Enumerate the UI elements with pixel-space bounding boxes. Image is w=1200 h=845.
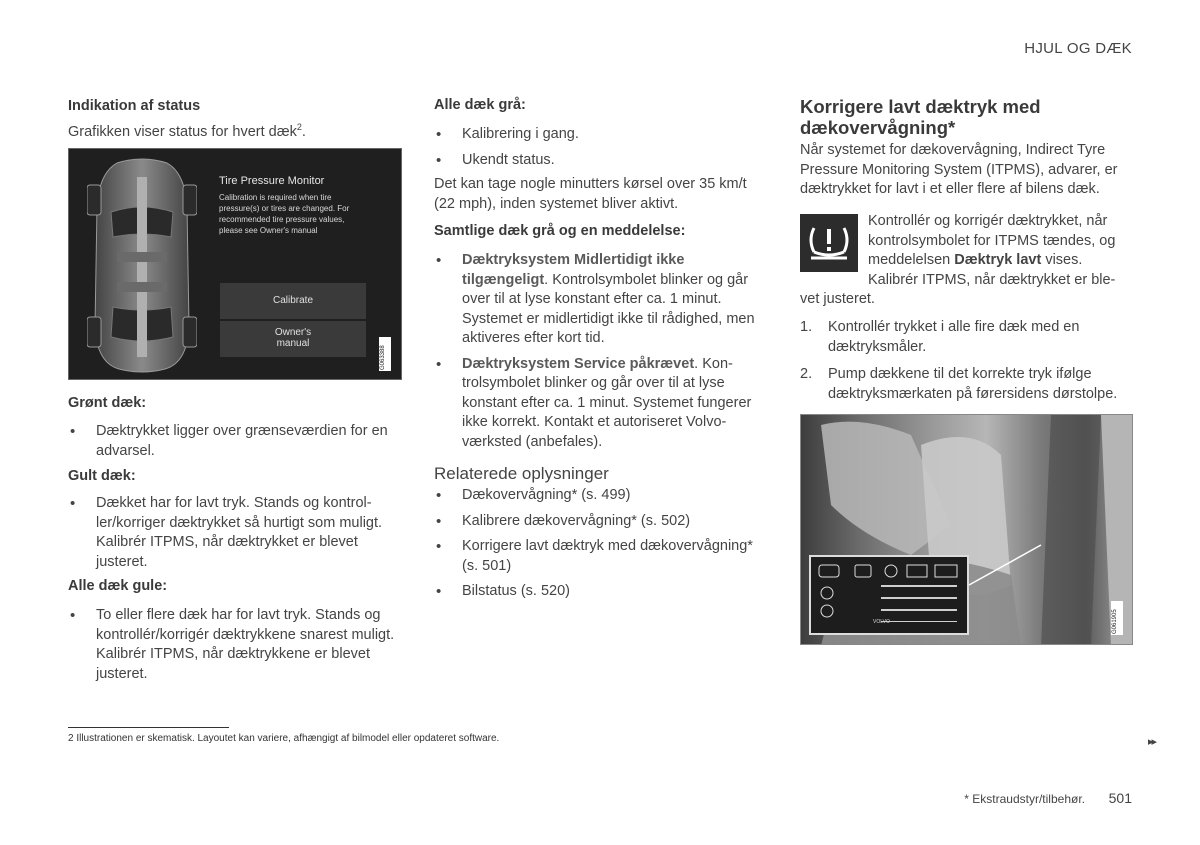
related-link[interactable]: • Dækovervågning* (s. 499) (434, 486, 769, 506)
label-brand: VOLVO (873, 619, 890, 625)
status-text-body: Grafikken viser status for hvert dæk (68, 123, 297, 140)
green-tire-heading: Grønt dæk: (68, 395, 147, 411)
step-number: 2. (800, 366, 813, 382)
list-item (800, 365, 1133, 404)
section-title-text: Korrigere lavt dæktryk med dækovervågning* (800, 96, 1041, 138)
list-item (800, 318, 1133, 357)
door-pillar-photo (800, 414, 1133, 645)
related-link[interactable]: • Bilstatus (s. 520) (434, 582, 769, 602)
list-item (434, 251, 769, 349)
all-grey-list (434, 125, 764, 176)
image-code (379, 337, 391, 371)
step-number: 1. (800, 319, 813, 335)
page-number: 501 (1108, 790, 1132, 806)
message-name: Dæktryksystem Service påkrævet (462, 355, 695, 372)
tire-pressure-label (809, 555, 969, 635)
tire-rear-left (87, 317, 101, 347)
yellow-tire-heading: Gult dæk: (68, 468, 136, 484)
green-tire-list (68, 422, 388, 467)
tire-front-left (87, 185, 101, 215)
list-item: • To eller flere dæk har for lavt tryk. Stands og kontrollér/korrigér dæktrykkene snarest muligt. Kalibrér ITPMS, når dæktrykkene er blevet justeret. (68, 606, 408, 684)
all-grey-note: Det kan tage nogle minutters kørsel over 35 km/t (22 mph), inden systemet bliver aktivt. (434, 176, 747, 212)
messages-list (434, 251, 769, 458)
continue-arrows-icon: ▸▸ (1148, 736, 1156, 748)
tire-monitor-screen (68, 148, 402, 380)
accessory-note: * Ekstraudstyr/tilbehør. (964, 792, 1085, 806)
status-heading: Indikation af status (68, 98, 201, 114)
car-topview-illustration (87, 157, 197, 375)
photo-code-text: G061905 (1112, 609, 1118, 634)
status-text: Grafikken viser status for hvert dæk$^2$. (68, 122, 306, 140)
message-name: Dæktryksystem Midlertidigt ikke tilgængeligt (462, 252, 685, 288)
list-item: • Kalibrering i gang. (434, 125, 764, 145)
related-heading-text: Relaterede oplysninger (434, 464, 609, 483)
tire-front-right (183, 185, 197, 215)
message-description: . Kontrolsymbolet blinker og går over til at lyse konstant efter ca. 1 minut. Systemet er midlertidigt ikke til rådighed, men aktiveres efter kort tid. (462, 271, 755, 346)
image-code-text: G063388 (380, 345, 386, 370)
intro-text: Når systemet for dækovervågning, Indirect Tyre Pressure Monitoring System (ITPMS), advarer, er dæktrykket for lavt i et eller flere af bilens dæk. (800, 142, 1118, 197)
all-yellow-heading: Alle dæk gule: (68, 578, 168, 594)
warning-message-name: Dæktryk lavt (954, 252, 1042, 268)
footnote: 2 Illustrationen er skematisk. Layoutet kan variere, afhængigt af bilmodel eller opdateret software. (68, 733, 500, 744)
related-link[interactable]: • Kalibrere dækovervågning* (s. 502) (434, 512, 769, 532)
step-text: Pump dækkene til det korrekte tryk ifølge dæktryksmærkaten på førersidens dørstolpe. (828, 366, 1118, 402)
message-description: . Kon-trolsymbolet blinker og går over til at lyse konstant efter ca. 1 minut. Systemet fungerer ikke korrekt. Kontakt et autoriseret Volvo-værksted (anbefales). (462, 355, 752, 450)
owners-manual-button[interactable] (220, 321, 366, 357)
list-item (434, 355, 769, 453)
list-item: • Dækket har for lavt tryk. Stands og kontrol-ler/korriger dæktrykket så hurtigt som muligt. Kalibrér ITPMS, når dæktrykket er blevet justeret. (68, 494, 408, 572)
steps-list (800, 318, 1133, 404)
related-list (434, 486, 769, 608)
section-header: HJUL OG DÆK (1024, 40, 1132, 57)
warning-text-continued: vet justeret. (800, 291, 875, 307)
warning-text-part2: vises. Kalibrér ITPMS, når dæktrykket er ble- (868, 252, 1116, 288)
screen-message: Calibration is required when tire pressure(s) or tires are changed. For recommended tire pressure values, please see Owner's manual (219, 193, 350, 235)
list-item: • Dæktrykket ligger over grænseværdien for en advarsel. (68, 422, 388, 461)
tire-rear-right (183, 317, 197, 347)
yellow-tire-list (68, 494, 408, 578)
warning-text-part1: Kontrollér og korrigér dæktrykket, når kontrolsymbolet for ITPMS tændes, og meddelelsen (868, 213, 1116, 268)
footnote-divider (68, 727, 229, 728)
all-grey-heading: Alle dæk grå: (434, 97, 526, 113)
calibrate-button[interactable]: Calibrate (220, 283, 366, 319)
screen-title: Tire Pressure Monitor (219, 175, 325, 187)
all-yellow-list (68, 606, 408, 690)
owners-manual-label-1: Owner's (274, 327, 312, 338)
related-heading (434, 464, 609, 484)
tpms-warning-symbol-icon (800, 214, 858, 272)
tpms-warning-icon (800, 214, 858, 272)
footnote-ref: 2 (296, 122, 302, 132)
owners-manual-label-2: manual (276, 338, 310, 349)
warning-text (868, 212, 1130, 290)
messages-heading: Samtlige dæk grå og en meddelelse: (434, 223, 686, 239)
photo-code (1111, 601, 1123, 635)
section-title (800, 96, 1130, 138)
related-link[interactable]: • Korrigere lavt dæktryk med dækovervågning* (s. 501) (434, 537, 769, 576)
list-item: • Ukendt status. (434, 151, 764, 171)
step-text: Kontrollér trykket i alle fire dæk med en dæktryksmåler. (828, 319, 1080, 355)
